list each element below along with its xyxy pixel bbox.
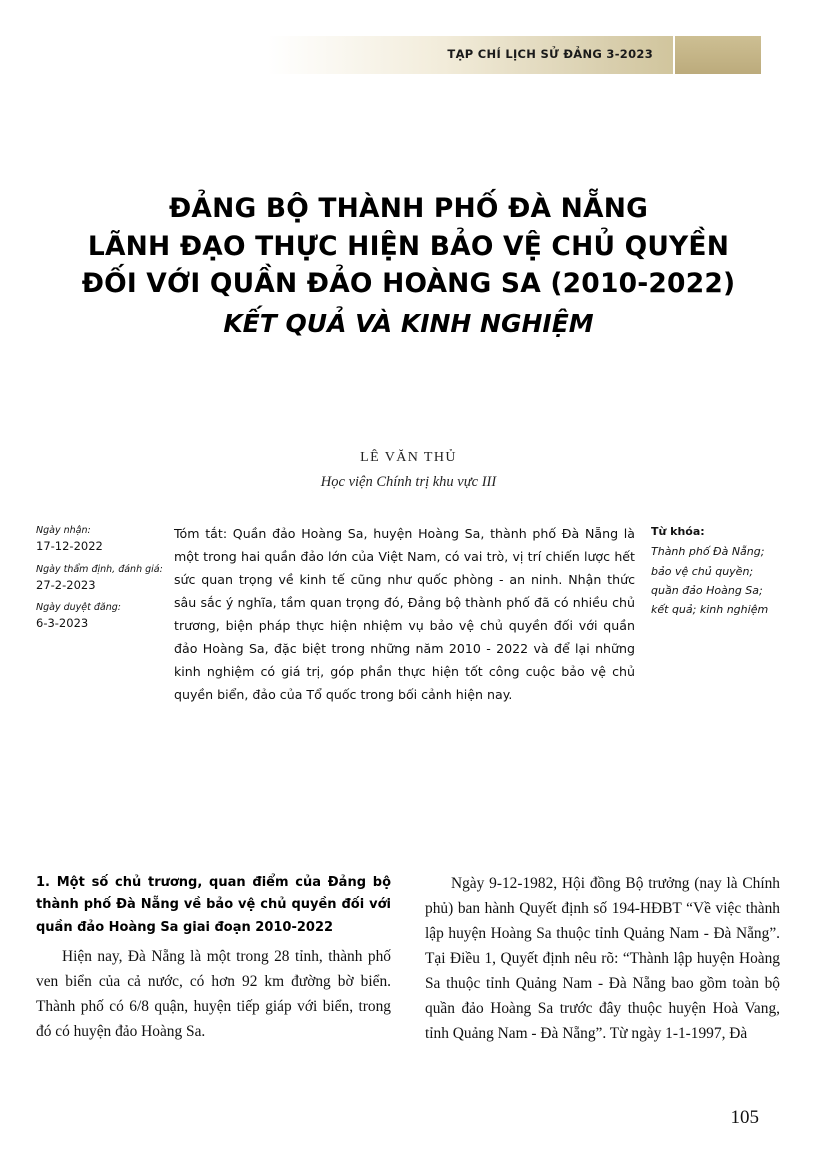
running-head-text: TẠP CHÍ LỊCH SỬ ĐẢNG 3-2023: [447, 47, 653, 61]
abstract-text: Tóm tắt: Quần đảo Hoàng Sa, huyện Hoàng Sa, thành phố Đà Nẵng là một trong hai quần đảo lớn của Việt Nam, có vai trò, vị trí chiến lược hết sức quan trọng về kinh tế cũng như quốc phòng - an ninh. Nhận thức sâu sắc ý nghĩa, tầm quan trọng đó, Đảng bộ thành phố đã có nhiều chủ trương, biện pháp thực hiện nhiệm vụ bảo vệ chủ quyền đối với quần đảo Hoàng Sa, đặc biệt trong những năm 2010 - 2022 và để lại những kinh nghiệm có giá trị, góp phần thực hiện tốt công cuộc bảo vệ chủ quyền biển, đảo của Tổ quốc trong bối cảnh hiện nay.: [174, 526, 635, 703]
keywords-title: Từ khóa:: [651, 525, 705, 538]
paragraph: Hiện nay, Đà Nẵng là một trong 28 tỉnh, thành phố ven biển của cả nước, có hơn 92 km đường bờ biển. Thành phố có 6/8 quận, huyện tiếp giáp với biển, trong đó có huyện đảo Hoàng Sa.: [36, 948, 391, 1040]
paragraph: Ngày 9-12-1982, Hội đồng Bộ trưởng (nay là Chính phủ) ban hành Quyết định số 194-HĐBT “Về việc thành lập huyện Hoàng Sa thuộc tỉnh Quảng Nam - Đà Nẵng”. Tại Điều 1, Quyết định nêu rõ: “Thành lập huyện Hoàng Sa thuộc tỉnh Quảng Nam - Đà Nẵng bao gồm toàn bộ quần đảo Hoàng Sa trước đây thuộc huyện Hoà Vang, tỉnh Quảng Nam - Đà Nẵng”. Từ ngày 1-1-1997, Đà: [425, 875, 780, 1042]
approved-value: 6-3-2023: [36, 616, 89, 631]
received-value: 17-12-2022: [36, 539, 103, 554]
column-left: [36, 872, 391, 1047]
approved-label: Ngày duyệt đăng:: [36, 602, 121, 613]
section-heading: 1. Một số chủ trương, quan điểm của Đảng bộ thành phố Đà Nẵng về bảo vệ chủ quyền đối với quần đảo Hoàng Sa giai đoạn 2010-2022: [36, 875, 391, 935]
reviewed-value: 27-2-2023: [36, 577, 96, 592]
running-head: [56, 36, 761, 74]
column-right: [425, 872, 780, 1047]
keywords: [651, 522, 781, 619]
abstract-region: [36, 522, 781, 706]
publication-dates: [36, 522, 164, 640]
keyword-item: quần đảo Hoàng Sa;: [651, 583, 763, 597]
running-head-bar: [56, 36, 761, 74]
received-label: Ngày nhận:: [36, 525, 91, 536]
title-subtitle: KẾT QUẢ VÀ KINH NGHIỆM: [223, 308, 594, 338]
keyword-item: bảo vệ chủ quyền;: [651, 564, 754, 578]
reviewed-label: Ngày thẩm định, đánh giá:: [36, 563, 163, 575]
article-title: [60, 190, 757, 342]
author-name: LÊ VĂN THỦ: [360, 450, 457, 465]
body-region: [36, 872, 781, 1047]
title-line-3: ĐỐI VỚI QUẦN ĐẢO HOÀNG SA (2010-2022): [81, 268, 736, 300]
author-block: [0, 450, 817, 491]
running-head-block: [673, 36, 761, 74]
author-affiliation: Học viện Chính trị khu vực III: [320, 474, 497, 490]
title-line-1: ĐẢNG BỘ THÀNH PHỐ ĐÀ NẴNG: [168, 193, 649, 224]
keyword-item: kết quả; kinh nghiệm: [651, 603, 769, 616]
keyword-item: Thành phố Đà Nẵng;: [651, 545, 765, 559]
title-line-2: LÃNH ĐẠO THỰC HIỆN BẢO VỆ CHỦ QUYỀN: [87, 230, 730, 262]
page-number: 105: [730, 1107, 759, 1128]
